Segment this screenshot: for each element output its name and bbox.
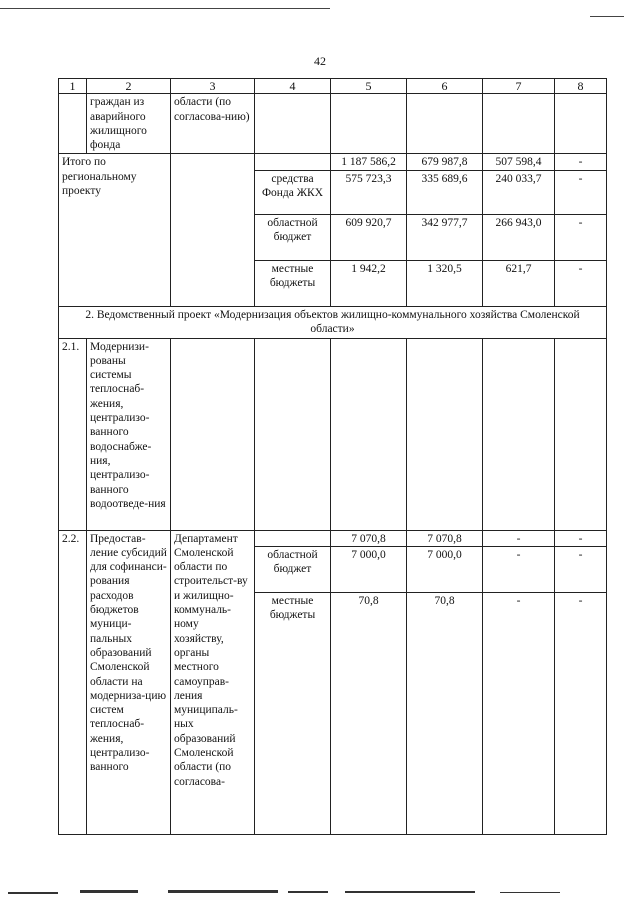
value-cell: 7 070,8 [331,530,407,546]
value-cell: 1 320,5 [407,260,483,306]
activity-cell: Модернизи-рованы системы теплоснаб-жения, централизо-ванного водоснабже-ния, централизо-ванного водоотведе-ния [87,338,171,530]
value-cell: 70,8 [407,592,483,834]
section-title: 2. Ведомственный проект «Модернизация объектов жилищно-коммунального хозяйства Смоленской области» [59,306,607,338]
table-row [59,94,607,154]
source-cell: местные бюджеты [255,592,331,834]
col-header: 6 [407,79,483,94]
value-cell: 240 033,7 [483,170,555,214]
page-number: 42 [314,54,326,68]
value-cell: 575 723,3 [331,170,407,214]
value-cell: 342 977,7 [407,214,483,260]
section-header-row [59,306,607,338]
value-cell: 7 000,0 [331,546,407,592]
value-cell: - [483,530,555,546]
activity-cell: Предостав-ление субсидий для софинанси-рования расходов бюджетов муници-пальных образований Смоленской области на модерниза-цию систем теплоснаб-жения, централизо-ванного [87,530,171,834]
source-cell: областной бюджет [255,214,331,260]
value-cell: 621,7 [483,260,555,306]
value-cell: 609 920,7 [331,214,407,260]
value-cell: - [555,260,607,306]
budget-table [58,78,607,835]
value-cell: - [555,592,607,834]
value-cell: 507 598,4 [483,154,555,170]
source-cell: областной бюджет [255,546,331,592]
value-cell: 70,8 [331,592,407,834]
col-header: 2 [87,79,171,94]
scan-edge-top [0,8,330,9]
value-cell: - [555,154,607,170]
activity-cell: граждан из аварийного жилищного фонда [87,94,171,154]
value-cell: 266 943,0 [483,214,555,260]
value-cell: 335 689,6 [407,170,483,214]
value-cell: 679 987,8 [407,154,483,170]
col-header: 4 [255,79,331,94]
col-header: 3 [171,79,255,94]
source-cell: средства Фонда ЖКХ [255,170,331,214]
col-header: 7 [483,79,555,94]
responsible-cell: Департамент Смоленской области по строительст-ву и жилищно-коммуналь-ному хозяйству, органы местного самоуправ-ления муниципаль-ных образований Смоленской области (по согласова- [171,530,255,834]
header-row [59,79,607,94]
value-cell: - [483,592,555,834]
value-cell: 1 942,2 [331,260,407,306]
table-row-22-total [59,530,607,546]
scan-edge-top-right [590,16,624,17]
value-cell: 7 070,8 [407,530,483,546]
value-cell: - [555,530,607,546]
table-row-itogo-total [59,154,607,170]
itogo-label: Итого по региональному проекту [59,154,171,306]
value-cell: - [483,546,555,592]
value-cell: 1 187 586,2 [331,154,407,170]
value-cell: - [555,214,607,260]
value-cell: - [555,546,607,592]
row-number: 2.2. [59,530,87,834]
table-row [59,338,607,530]
row-number: 2.1. [59,338,87,530]
col-header: 8 [555,79,607,94]
responsible-cell: области (по согласова-нию) [171,94,255,154]
value-cell: 7 000,0 [407,546,483,592]
source-cell: местные бюджеты [255,260,331,306]
value-cell: - [555,170,607,214]
col-header: 5 [331,79,407,94]
scan-edge-bottom [0,880,640,905]
col-header: 1 [59,79,87,94]
